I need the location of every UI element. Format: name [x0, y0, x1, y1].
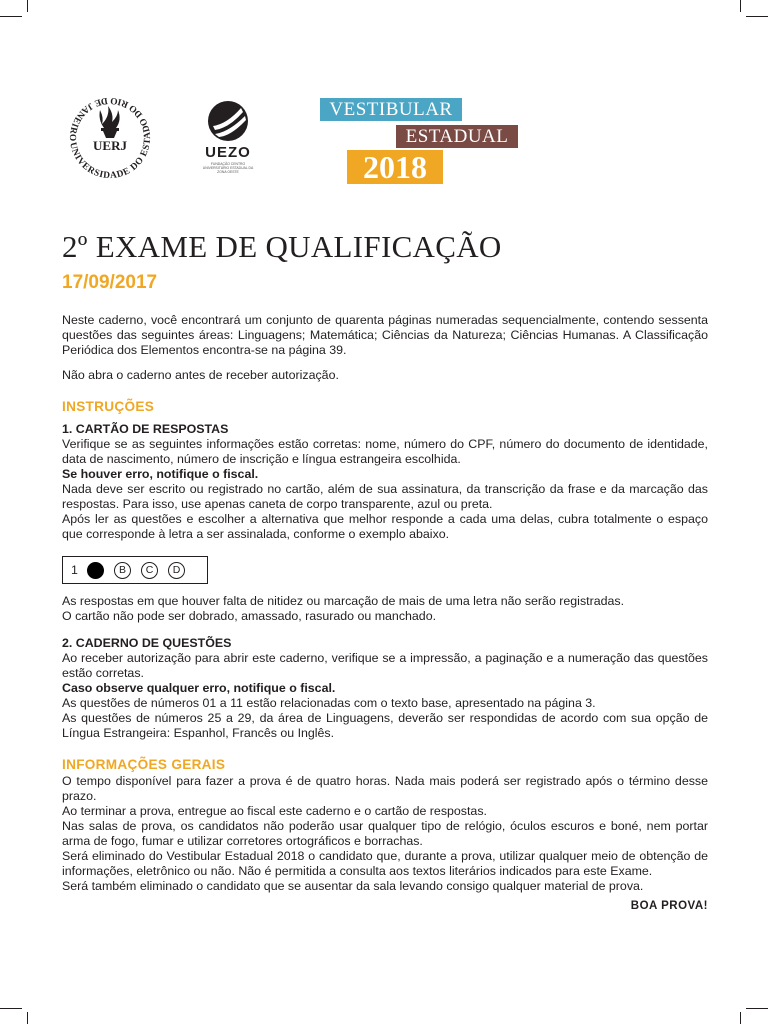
crop-mark — [27, 1012, 28, 1024]
exam-cover-content — [62, 227, 708, 912]
question-booklet-paragraph: As questões de números 01 a 11 estão relacionadas com o texto base, apresentado na página 3. — [62, 696, 596, 710]
vestibular-logo — [320, 98, 520, 188]
answer-card-paragraph: O cartão não pode ser dobrado, amassado, rasurado ou manchado. — [62, 609, 437, 623]
general-info-paragraph: Nas salas de prova, os candidatos não poderão usar qualquer tipo de relógio, óculos escuros e boné, nem portar arma de fogo, fumar e utilizar corretores ortográficos e borrachas. — [62, 819, 708, 848]
answer-card-paragraph: Verifique se as seguintes informações estão corretas: nome, número do CPF, número do documento de identidade, data de nascimento, número de inscrição e língua estrangeira escolhida. — [62, 437, 708, 466]
uezo-name: UEZO — [205, 144, 251, 161]
uerj-arc-text: UNIVERSIDADE DO ESTADO DO RIO DE JANEIRO — [66, 94, 154, 182]
uerj-seal-icon — [60, 88, 160, 188]
answer-card-paragraph: As respostas em que houver falta de nitidez ou marcação de mais de uma letra não serão registradas. — [62, 594, 625, 608]
answer-card-paragraph: Se houver erro, notifique o fiscal. — [62, 467, 259, 481]
exam-date: 17/09/2017 — [62, 272, 158, 293]
closing-text: BOA PROVA! — [630, 900, 708, 912]
instructions-heading: INSTRUÇÕES — [62, 399, 155, 414]
answer-card-paragraph: Nada deve ser escrito ou registrado no cartão, além de sua assinatura, da transcrição da frase e da marcação das respostas. Para isso, use apenas caneta de corpo transparente, azul ou preta. — [62, 482, 708, 511]
general-info-heading: INFORMAÇÕES GERAIS — [62, 757, 226, 772]
no-open-notice: Não abra o caderno antes de receber autorização. — [62, 368, 339, 382]
estadual-label: ESTADUAL — [396, 125, 518, 148]
header-logos — [0, 0, 768, 200]
general-info-paragraph: Será eliminado do Vestibular Estadual 2018 o candidato que, durante a prova, utilizar qualquer meio de obtenção de informações, eletrônico ou não. Não é permitida a consulta aos textos literários indicados para este Exame. — [62, 849, 708, 878]
page-title: 2º EXAME DE QUALIFICAÇÃO — [62, 229, 502, 264]
option-bubble-d: D — [168, 562, 185, 579]
intro-paragraph: Neste caderno, você encontrará um conjunto de quarenta páginas numeradas sequencialmente, contendo sessenta questões das seguintes áreas: Linguagens; Matemática; Ciências da Natureza; Ciências Humanas. A Classificação Periódica dos Elementos encontra-se na página 39. — [62, 313, 708, 357]
uezo-logo — [198, 100, 258, 180]
question-booklet-heading: 2. CADERNO DE QUESTÕES — [62, 636, 232, 650]
general-info-paragraph: O tempo disponível para fazer a prova é de quatro horas. Nada mais poderá ser registrado após o término desse prazo. — [62, 774, 708, 803]
uerj-logo — [60, 88, 160, 188]
filled-bubble-icon — [87, 562, 104, 579]
general-info-paragraph: Será também eliminado o candidato que se ausentar da sala levando consigo qualquer material de prova. — [62, 879, 644, 893]
uerj-acronym: UERJ — [93, 138, 127, 153]
example-question-number: 1 — [71, 563, 78, 577]
answer-card-heading: 1. CARTÃO DE RESPOSTAS — [62, 422, 229, 436]
uezo-mark-icon — [207, 100, 249, 142]
answer-example-box — [62, 556, 208, 584]
crop-mark — [746, 1008, 768, 1009]
option-bubble-c: C — [141, 562, 158, 579]
vestibular-label: VESTIBULAR — [320, 98, 462, 121]
crop-mark — [0, 1008, 22, 1009]
crop-mark — [740, 1012, 741, 1024]
answer-card-paragraph: Após ler as questões e escolher a alternativa que melhor responde a cada uma delas, cubra totalmente o espaço que corresponde à letra a ser assinalada, conforme o exemplo abaixo. — [62, 512, 708, 541]
general-info-paragraph: Ao terminar a prova, entregue ao fiscal este caderno e o cartão de respostas. — [62, 804, 487, 818]
option-bubble-b: B — [114, 562, 131, 579]
year-label: 2018 — [347, 150, 443, 184]
question-booklet-paragraph: Caso observe qualquer erro, notifique o fiscal. — [62, 681, 336, 695]
question-booklet-paragraph: As questões de números 25 a 29, da área de Linguagens, deverão ser respondidas de acordo com sua opção de Língua Estrangeira: Espanhol, Francês ou Inglês. — [62, 711, 708, 740]
question-booklet-paragraph: Ao receber autorização para abrir este caderno, verifique se a impressão, a paginação e a numeração das questões estão corretas. — [62, 651, 708, 680]
uezo-subtitle: FUNDAÇÃO CENTRO UNIVERSITÁRIO ESTADUAL DA ZONA OESTE — [202, 162, 254, 174]
